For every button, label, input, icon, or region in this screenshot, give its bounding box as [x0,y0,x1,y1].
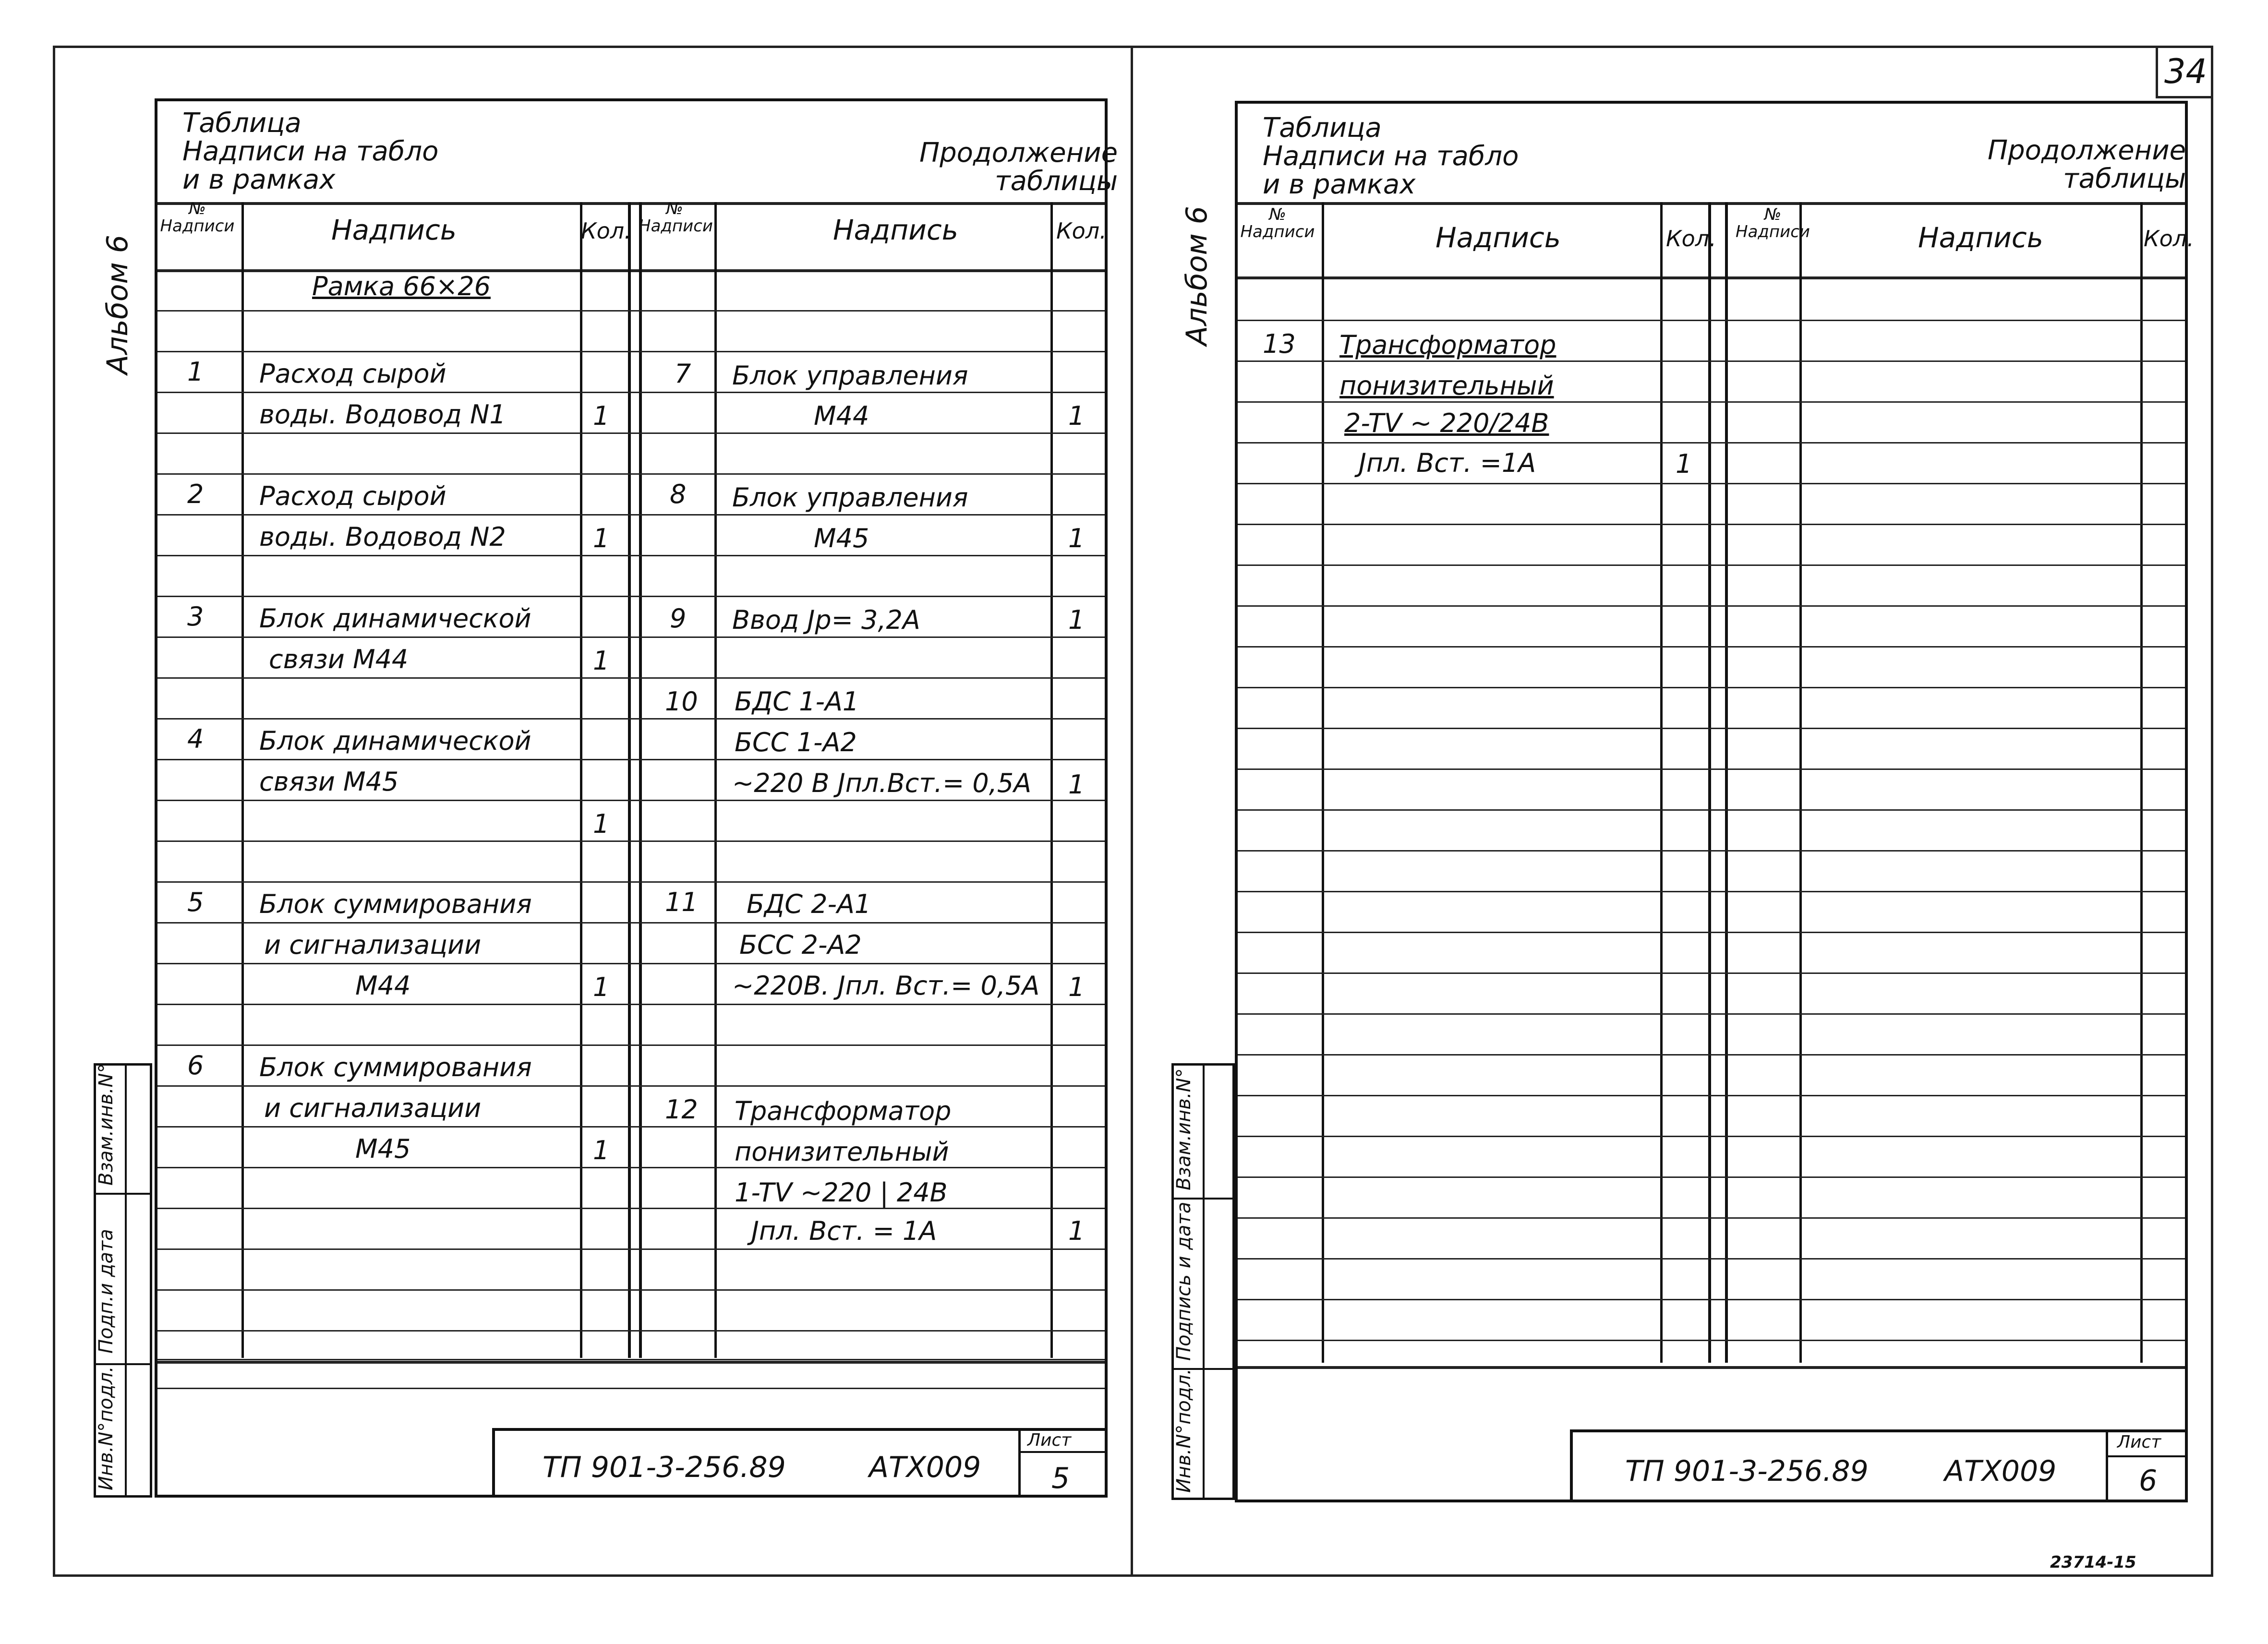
row-11-line1: БДС 2-А1 [747,889,871,919]
continuation-label-left: Продолжение таблицы [919,137,1118,197]
row-7-num: 7 [675,359,691,389]
col-qty-header-left: Кол. [581,218,631,244]
row-8-line1: Блок управления [732,482,968,513]
row-11-line2: БСС 2-А2 [739,930,862,960]
row-6-line1: Блок суммирования [259,1052,532,1082]
row-3-num: 3 [187,601,204,632]
row-1-line2: воды. Водовод N1 [259,399,506,430]
stamp-doc-left: ТП 901-3-256.89 [543,1451,786,1484]
row-8-num: 8 [670,479,687,509]
row-5-line1: Блок суммирования [259,889,532,919]
row-1-line1: Расход сырой [259,359,446,389]
stamp-sheet-label-right: Лист [2117,1432,2161,1452]
row-8-qty: 1 [1068,523,1085,553]
row-11-qty: 1 [1068,972,1085,1002]
frame-title: Рамка 66×26 [312,271,491,301]
row-13-line4: Jпл. Вст. =1А [1359,448,1536,478]
archive-code: 23714-15 [2050,1553,2136,1572]
row-5-qty: 1 [593,972,610,1002]
row-12-line1: Трансформатор [735,1096,952,1126]
row-6-line3: М45 [355,1134,411,1164]
side-stamp-left-zam: Взам.инв.N° [95,1063,117,1186]
side-stamp-right-inv: Инв.N°подл. [1173,1368,1195,1493]
row-9-qty: 1 [1068,605,1085,635]
row-6-qty: 1 [593,1135,610,1165]
row-2-line1: Расход сырой [259,481,446,511]
row-13-num: 13 [1263,329,1296,359]
page-number: 34 [2164,52,2208,91]
stamp-sheet-no-right: 6 [2139,1464,2158,1498]
stamp-sheet-label-left: Лист [1027,1430,1072,1450]
row-6-num: 6 [187,1050,204,1080]
album-label-right: Альбом 6 [1180,206,1214,346]
row-12-line3: 1-TV ~220 | 24В [735,1177,948,1208]
row-11-num: 11 [665,887,698,917]
right-sheet-table [1235,101,2188,1502]
stamp-code-right: АТХ009 [1944,1454,2057,1488]
row-11-line3: ~220В. Jпл. Вст.= 0,5А [732,971,1040,1001]
stamp-sheet-no-left: 5 [1051,1462,1070,1495]
row-12-qty: 1 [1068,1216,1085,1246]
row-13-line1: Трансформатор [1339,330,1556,360]
col-num-header-left2: № Надписи [639,199,713,236]
row-10-num: 10 [665,686,698,717]
col-num-header-right2: № Надписи [1736,205,1810,241]
row-5-num: 5 [187,887,204,917]
row-10-line3: ~220 В Jпл.Вст.= 0,5А [732,768,1032,798]
row-7-qty: 1 [1068,401,1085,431]
row-10-line1: БДС 1-А1 [735,686,859,717]
row-3-line2: связи М44 [269,644,409,674]
row-12-num: 12 [665,1094,698,1125]
col-text-header-left: Надпись [331,214,457,246]
row-4-line1: Блок динамической [259,726,531,756]
row-9-num: 9 [670,603,687,634]
side-stamp-left-sign: Подп.и дата [95,1229,117,1354]
row-5-line2: и сигнализации [264,930,482,960]
row-1-num: 1 [187,357,204,387]
row-5-line3: М44 [355,971,411,1001]
row-10-line2: БСС 1-А2 [735,727,857,757]
row-4-qty: 1 [593,809,610,839]
side-stamp-right-sign: Подпись и дата [1173,1201,1195,1361]
row-1-qty: 1 [593,401,610,431]
row-13-line2: понизительный [1339,371,1554,401]
album-label-left: Альбом 6 [101,235,134,374]
row-13-qty: 1 [1676,449,1692,479]
row-4-num: 4 [187,724,204,754]
stamp-code-left: АТХ009 [869,1451,981,1484]
row-12-line4: Jпл. Вст. = 1А [751,1216,937,1246]
row-10-qty: 1 [1068,769,1085,800]
side-stamp-left-inv: Инв.N°подл. [95,1366,117,1490]
col-text-header-right2: Надпись [1918,221,2043,254]
row-4-line2: связи М45 [259,767,399,797]
stamp-doc-right: ТП 901-3-256.89 [1625,1454,1869,1488]
table-title-right: Таблица Надписи на табло и в рамках [1263,112,1519,200]
row-3-qty: 1 [593,646,610,676]
row-3-line1: Блок динамической [259,603,531,634]
row-8-line2: М45 [814,523,869,553]
col-num-header-left: № Надписи [160,199,235,236]
row-13-line3: 2-TV ~ 220/24В [1344,408,1549,438]
row-12-line2: понизительный [735,1137,949,1167]
col-qty-header-left2: Кол. [1056,218,1107,244]
continuation-label-right: Продолжение таблицы [1988,135,2186,194]
row-2-line2: воды. Водовод N2 [259,522,506,552]
row-7-line1: Блок управления [732,360,968,391]
table-title-left: Таблица Надписи на табло и в рамках [182,108,439,195]
row-2-num: 2 [187,479,204,509]
row-7-line2: М44 [814,401,869,431]
col-qty-header-right2: Кол. [2144,226,2194,252]
col-text-header-right: Надпись [1436,221,1561,254]
row-2-qty: 1 [593,523,610,553]
col-qty-header-right: Кол. [1666,226,1716,252]
col-text-header-left2: Надпись [833,214,958,246]
row-9-line1: Ввод Jр= 3,2А [732,605,920,635]
row-6-line2: и сигнализации [264,1093,482,1123]
col-num-header-right: № Надписи [1240,205,1315,241]
side-stamp-right-zam: Взам.инв.N° [1173,1068,1195,1190]
